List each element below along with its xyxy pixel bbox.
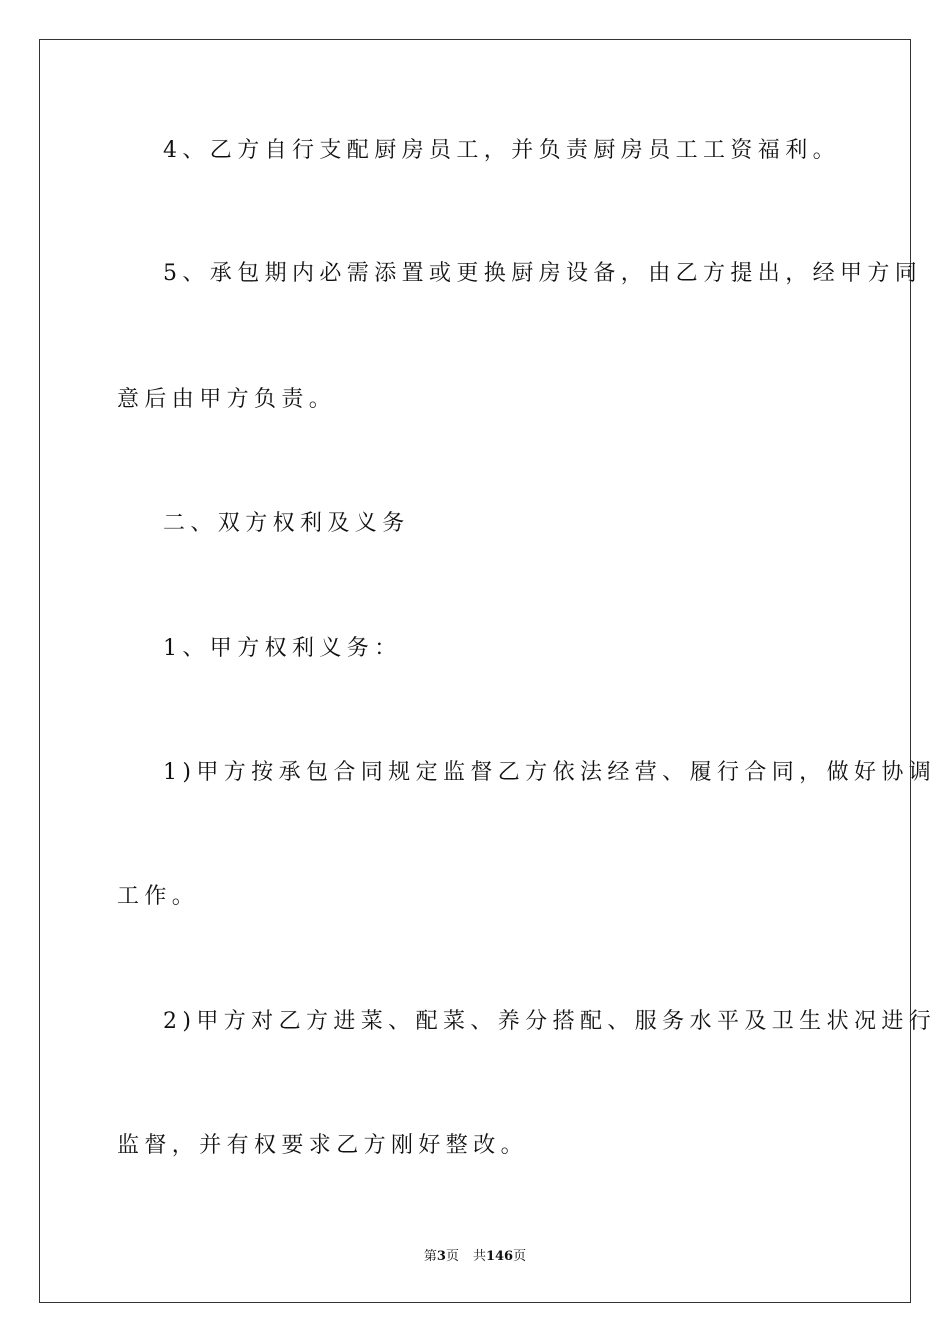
paragraph-line: 5、承包期内必需添置或更换厨房设备，由乙方提出，经甲方同 [163,261,923,286]
page-suffix: 页 [445,1249,459,1264]
section-heading: 二、双方权利及义务 [163,511,410,536]
subsection-heading: 1、甲方权利义务： [163,636,402,661]
page-prefix: 第 [423,1249,437,1264]
paragraph-line: 1)甲方按承包合同规定监督乙方依法经营、履行合同，做好协调 [163,760,937,785]
page-footer [0,1248,950,1266]
paragraph-line: 4、乙方自行支配厨房员工，并负责厨房员工工资福利。 [163,138,840,163]
paragraph-line: 意后由甲方负责。 [117,387,337,412]
paragraph-line: 监督，并有权要求乙方刚好整改。 [117,1133,529,1158]
paragraph-line: 工作。 [117,884,200,909]
page-border [39,39,911,1303]
total-suffix: 页 [513,1249,527,1264]
page-number: 3 [436,1249,446,1264]
total-prefix: 共 [472,1249,486,1264]
paragraph-line: 2)甲方对乙方进菜、配菜、养分搭配、服务水平及卫生状况进行 [163,1009,937,1034]
total-pages: 146 [485,1249,514,1264]
